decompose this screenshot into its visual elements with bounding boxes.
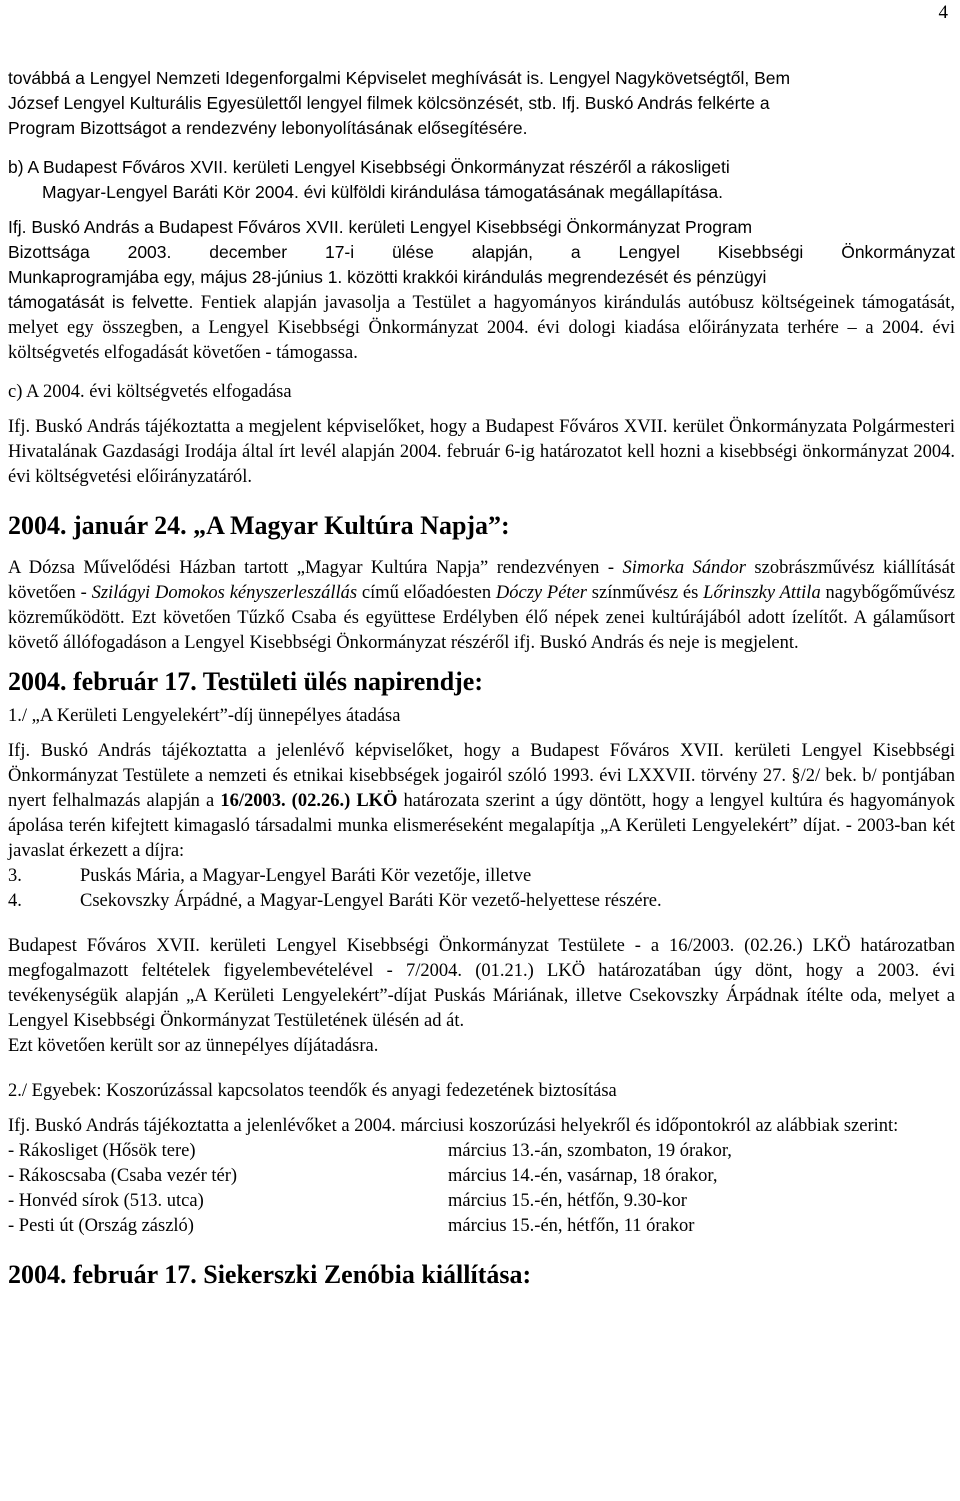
section-b-body-rest [8, 290, 955, 366]
schedule-place: - Rákoscsaba (Csaba vezér tér) [8, 1166, 238, 1186]
schedule-row [8, 1214, 955, 1239]
list-item-text: Csekovszky Árpádné, a Magyar-Lengyel Baráti Kör vezető-helyettese részére. [80, 891, 662, 911]
section-c-body: Ifj. Buskó András tájékoztatta a megjelent képviselőket, hogy a Budapest Főváros XVII. kerület Önkormányzata Polgármesteri Hivatalának Gazdasági Irodája által írt levél alapján 2004. február 6-ig határozatot kell hozni a kisebbségi önkormányzat 2004. évi költségvetési előirányzatáról. [8, 417, 955, 487]
resolution-reference: 16/2003. (02.26.) LKÖ [220, 791, 398, 811]
item2-body: Ifj. Buskó András tájékoztatta a jelenlévőket a 2004. márciusi koszorúzási helyekről és időpontokról az alábbiak szerint: [8, 1116, 899, 1136]
jan24-text-3: című előadóesten [357, 583, 496, 603]
section-b-body-continuation: Fentiek alapján javasolja a Testület a hagyományos kirándulás autóbusz költségeinek támogatását, melyet egy összegben, a Lengyel Kisebbségi Önkormányzat 2004. évi dologi kiadása előirányzata terhére – a 2004. évi költségvetés elfogadását követően - támogassa. [8, 293, 955, 363]
actor-name: Dóczy Péter [495, 583, 587, 603]
schedule-row [8, 1189, 955, 1214]
item1-body-text-b: határozata szerint a úgy döntött, hogy a lengyel kultúra és hagyományok ápolása terén kifejtett kimagasló társadalmi munka elismeréseként megalapítja „A Kerületi Lengyelekért” díjat. - 2003-ban két javaslat érkezett a díjra: [8, 791, 955, 861]
heading-jan24: 2004. január 24. „A Magyar Kultúra Napja”: [8, 511, 510, 540]
list-item [8, 889, 955, 914]
list-item [8, 864, 955, 889]
jan24-text-5: nagybőgőművész közreműködött. Ezt követően Tűzkő Csaba és együttese Erdélyben élő népek zenei kultúrájából adott ízelítőt. A gálaműsort követő állófogadáson a Lengyel Kisebbségi Önkormányzat részéről ifj. Buskó András és neje is megjelent. [8, 583, 955, 653]
document-body [8, 66, 955, 1291]
schedule-place: - Honvéd sírok (513. utca) [8, 1191, 204, 1211]
intro-line-1: továbbá a Lengyel Nemzeti Idegenforgalmi Képviselet meghívását is. Lengyel Nagykövetségtől, Bem [8, 68, 791, 88]
list-item-number: 4. [8, 891, 22, 911]
heading-feb17-exhibition: 2004. február 17. Siekerszki Zenóbia kiállítása: [8, 1260, 532, 1289]
schedule-place: - Rákosliget (Hősök tere) [8, 1141, 196, 1161]
artist-name: Simorka Sándor [622, 558, 746, 578]
section-b-title-line-2: Magyar-Lengyel Baráti Kör 2004. évi külföldi kirándulása támogatásának megállapítása. [42, 182, 723, 202]
item1-title: 1./ „A Kerületi Lengyelekért”-díj ünnepélyes átadása [8, 706, 401, 726]
schedule-place: - Pesti út (Ország zászló) [8, 1216, 194, 1236]
section-b-body-line-1: Ifj. Buskó András a Budapest Főváros XVII. kerületi Lengyel Kisebbségi Önkormányzat Program [8, 217, 753, 237]
list-item-text: Puskás Mária, a Magyar-Lengyel Baráti Kör vezetője, illetve [80, 866, 532, 886]
section-b-body-line-2: Bizottsága 2003. december 17-i ülése alapján, a Lengyel Kisebbségi Önkormányzat [8, 242, 955, 262]
heading-feb17: 2004. február 17. Testületi ülés napirendje: [8, 667, 484, 696]
intro-line-2: József Lengyel Kulturális Egyesülettől lengyel filmek kölcsönzését, stb. Ifj. Buskó András felkérte a [8, 93, 770, 113]
jan24-text-4: színművész és [586, 583, 704, 603]
jan24-text-2: szobrászművész kiállítását követően - [8, 558, 955, 603]
section-b-body-line-4: támogatását is felvette. [8, 292, 194, 312]
intro-paragraph [8, 66, 955, 141]
schedule-time: március 14.-én, vasárnap, 18 órakor, [448, 1166, 718, 1186]
section-b-title-line-1: b) A Budapest Főváros XVII. kerületi Lengyel Kisebbségi Önkormányzat részéről a rákosligeti [8, 157, 730, 177]
section-b-body-line-3: Munkaprogramjába egy, május 28-június 1. közötti krakkói kirándulás megrendezését és pénzügyi [8, 267, 767, 287]
jan24-text-1: A Dózsa Művelődési Házban tartott „Magyar Kultúra Napja” rendezvényen - [8, 558, 623, 578]
schedule-time: március 15.-én, hétfőn, 9.30-kor [448, 1191, 687, 1211]
schedule-time: március 15.-én, hétfőn, 11 órakor [448, 1216, 695, 1236]
schedule-time: március 13.-án, szombaton, 19 órakor, [448, 1141, 732, 1161]
page-number: 4 [938, 2, 948, 23]
section-c-title: c) A 2004. évi költségvetés elfogadása [8, 382, 292, 402]
item1-body-2: Budapest Főváros XVII. kerületi Lengyel Kisebbségi Önkormányzat Testülete - a 16/2003. (02.26.) LKÖ határozatban megfogalmazott feltételek figyelembevételével - 7/2004. (01.21.) LKÖ határozatában úgy dönt, hogy a 2003. évi tevékenységük alapján „A Kerületi Lengyelekért”-díjat Puskás Máriának, illetve Csekovszky Árpádnak ítélte oda, melyet a Lengyel Kisebbségi Önkormányzat Testületének ülésén ad át. [8, 936, 955, 1031]
intro-line-3: Program Bizottságot a rendezvény lebonyolításának elősegítésére. [8, 118, 528, 138]
item1-body [8, 739, 955, 864]
item1-body-3: Ezt követően került sor az ünnepélyes díjátadásra. [8, 1036, 379, 1056]
performance-title: Szilágyi Domokos kényszerleszállás [91, 583, 358, 603]
schedule-row [8, 1139, 955, 1164]
item2-title: 2./ Egyebek: Koszorúzással kapcsolatos teendők és anyagi fedezetének biztosítása [8, 1081, 617, 1101]
item1-body-text-a: Ifj. Buskó András tájékoztatta a jelenlévő képviselőket, hogy a Budapest Főváros XVII. kerületi Lengyel Kisebbségi Önkormányzat Testülete a nemzeti és etnikai kisebbségek jogairól szóló 1993. évi LXXVII. törvény 27. §/2/ bek. b/ pontjában nyert felhalmazás alapján a [8, 741, 955, 811]
list-item-number: 3. [8, 866, 22, 886]
musician-name: Lőrinszky Attila [703, 583, 821, 603]
section-b [8, 155, 955, 290]
jan24-paragraph [8, 556, 955, 656]
schedule-row [8, 1164, 955, 1189]
